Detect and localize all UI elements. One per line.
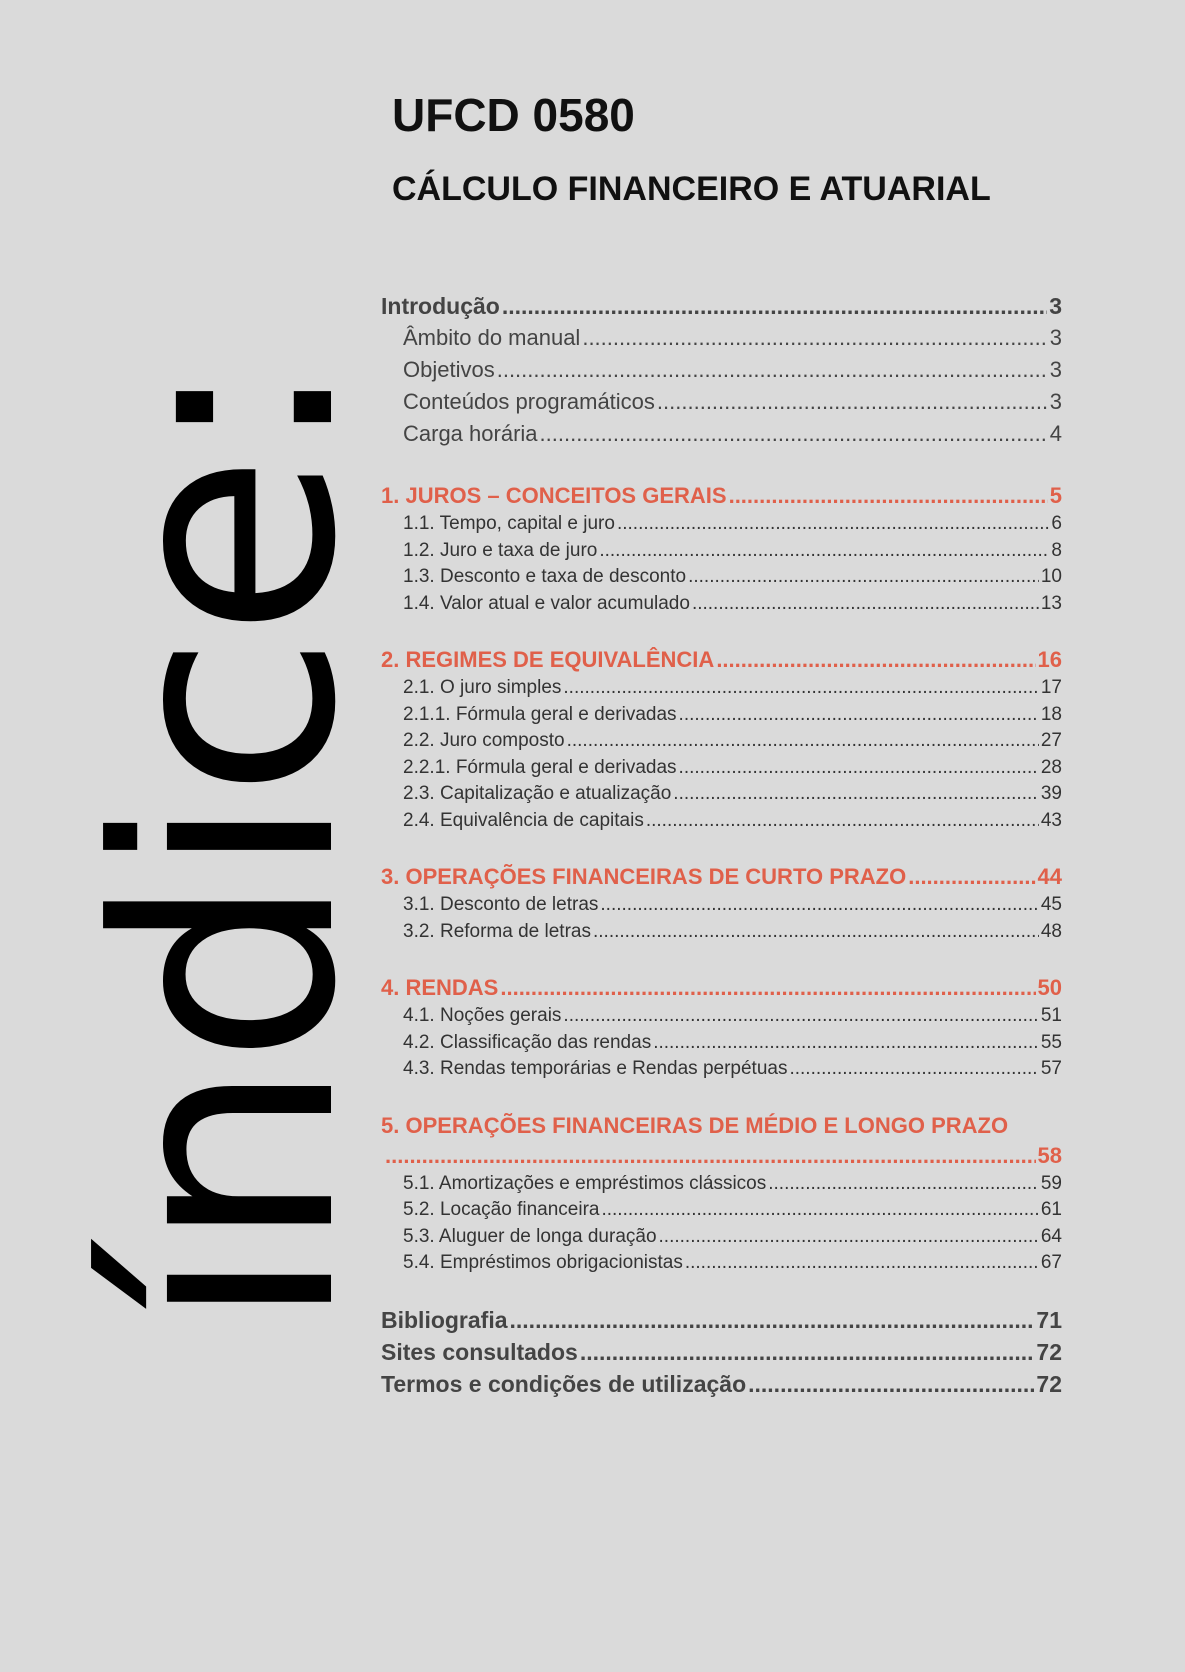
toc-chapter-5[interactable]: ..... 58: [381, 1143, 1062, 1173]
toc-section-2-1[interactable]: 2.1. O juro simples ..... 17: [381, 677, 1062, 704]
toc-section-4-2[interactable]: 4.2. Classificação das rendas ..... 55: [381, 1032, 1062, 1059]
toc-entry-objectives[interactable]: Objetivos ..... 3: [381, 357, 1062, 389]
toc-entry-intro[interactable]: Introdução ..... 3: [381, 293, 1062, 325]
toc-section-2-1-1[interactable]: 2.1.1. Fórmula geral e derivadas ..... 18: [381, 704, 1062, 731]
toc-entry-sites[interactable]: Sites consultados ..... 72: [381, 1339, 1062, 1371]
toc-section-2-3[interactable]: 2.3. Capitalização e atualização ..... 39: [381, 783, 1062, 810]
course-title: CÁLCULO FINANCEIRO E ATUARIAL: [392, 170, 991, 208]
toc-chapter-5-title[interactable]: 5. OPERAÇÕES FINANCEIRAS DE MÉDIO E LONGO PRAZO: [381, 1112, 1009, 1138]
toc-section-5-2[interactable]: 5.2. Locação financeira ..... 61: [381, 1199, 1062, 1226]
toc-entry-contents[interactable]: Conteúdos programáticos ..... 3: [381, 389, 1062, 421]
toc-section-2-4[interactable]: 2.4. Equivalência de capitais ..... 43: [381, 810, 1062, 837]
toc-entry-scope[interactable]: Âmbito do manual ..... 3: [381, 325, 1062, 357]
toc-section-5-4[interactable]: 5.4. Empréstimos obrigacionistas ..... 67: [381, 1252, 1062, 1279]
toc-section-2-2[interactable]: 2.2. Juro composto ..... 27: [381, 730, 1062, 757]
toc-section-5-1[interactable]: 5.1. Amortizações e empréstimos clássicos ..... 59: [381, 1173, 1062, 1200]
toc-chapter-3[interactable]: 3. OPERAÇÕES FINANCEIRAS DE CURTO PRAZO ..... 44: [381, 864, 1062, 894]
toc-section-4-1[interactable]: 4.1. Noções gerais ..... 51: [381, 1005, 1062, 1032]
toc-chapter-1[interactable]: 1. JUROS – CONCEITOS GERAIS ..... 5: [381, 483, 1062, 513]
toc-entry-workload[interactable]: Carga horária ..... 4: [381, 421, 1062, 453]
toc-section-3-2[interactable]: 3.2. Reforma de letras ..... 48: [381, 921, 1062, 948]
course-code: UFCD 0580: [392, 89, 635, 141]
index-heading-text: índice:: [53, 360, 402, 1330]
toc-entry-terms[interactable]: Termos e condições de utilização ..... 72: [381, 1371, 1062, 1403]
toc-section-1-3[interactable]: 1.3. Desconto e taxa de desconto ..... 10: [381, 566, 1062, 593]
toc-section-3-1[interactable]: 3.1. Desconto de letras ..... 45: [381, 894, 1062, 921]
toc-section-1-2[interactable]: 1.2. Juro e taxa de juro ..... 8: [381, 540, 1062, 567]
toc-chapter-4[interactable]: 4. RENDAS ..... 50: [381, 975, 1062, 1005]
toc-section-4-3[interactable]: 4.3. Rendas temporárias e Rendas perpétuas ..... 57: [381, 1058, 1062, 1085]
table-of-contents: [381, 293, 1062, 1403]
toc-entry-bibliography[interactable]: Bibliografia ..... 71: [381, 1307, 1062, 1339]
toc-section-5-3[interactable]: 5.3. Aluguer de longa duração ..... 64: [381, 1226, 1062, 1253]
toc-section-1-1[interactable]: 1.1. Tempo, capital e juro ..... 6: [381, 513, 1062, 540]
toc-section-2-2-1[interactable]: 2.2.1. Fórmula geral e derivadas ..... 28: [381, 757, 1062, 784]
toc-section-1-4[interactable]: 1.4. Valor atual e valor acumulado ..... 13: [381, 593, 1062, 620]
toc-chapter-2[interactable]: 2. REGIMES DE EQUIVALÊNCIA ..... 16: [381, 647, 1062, 677]
